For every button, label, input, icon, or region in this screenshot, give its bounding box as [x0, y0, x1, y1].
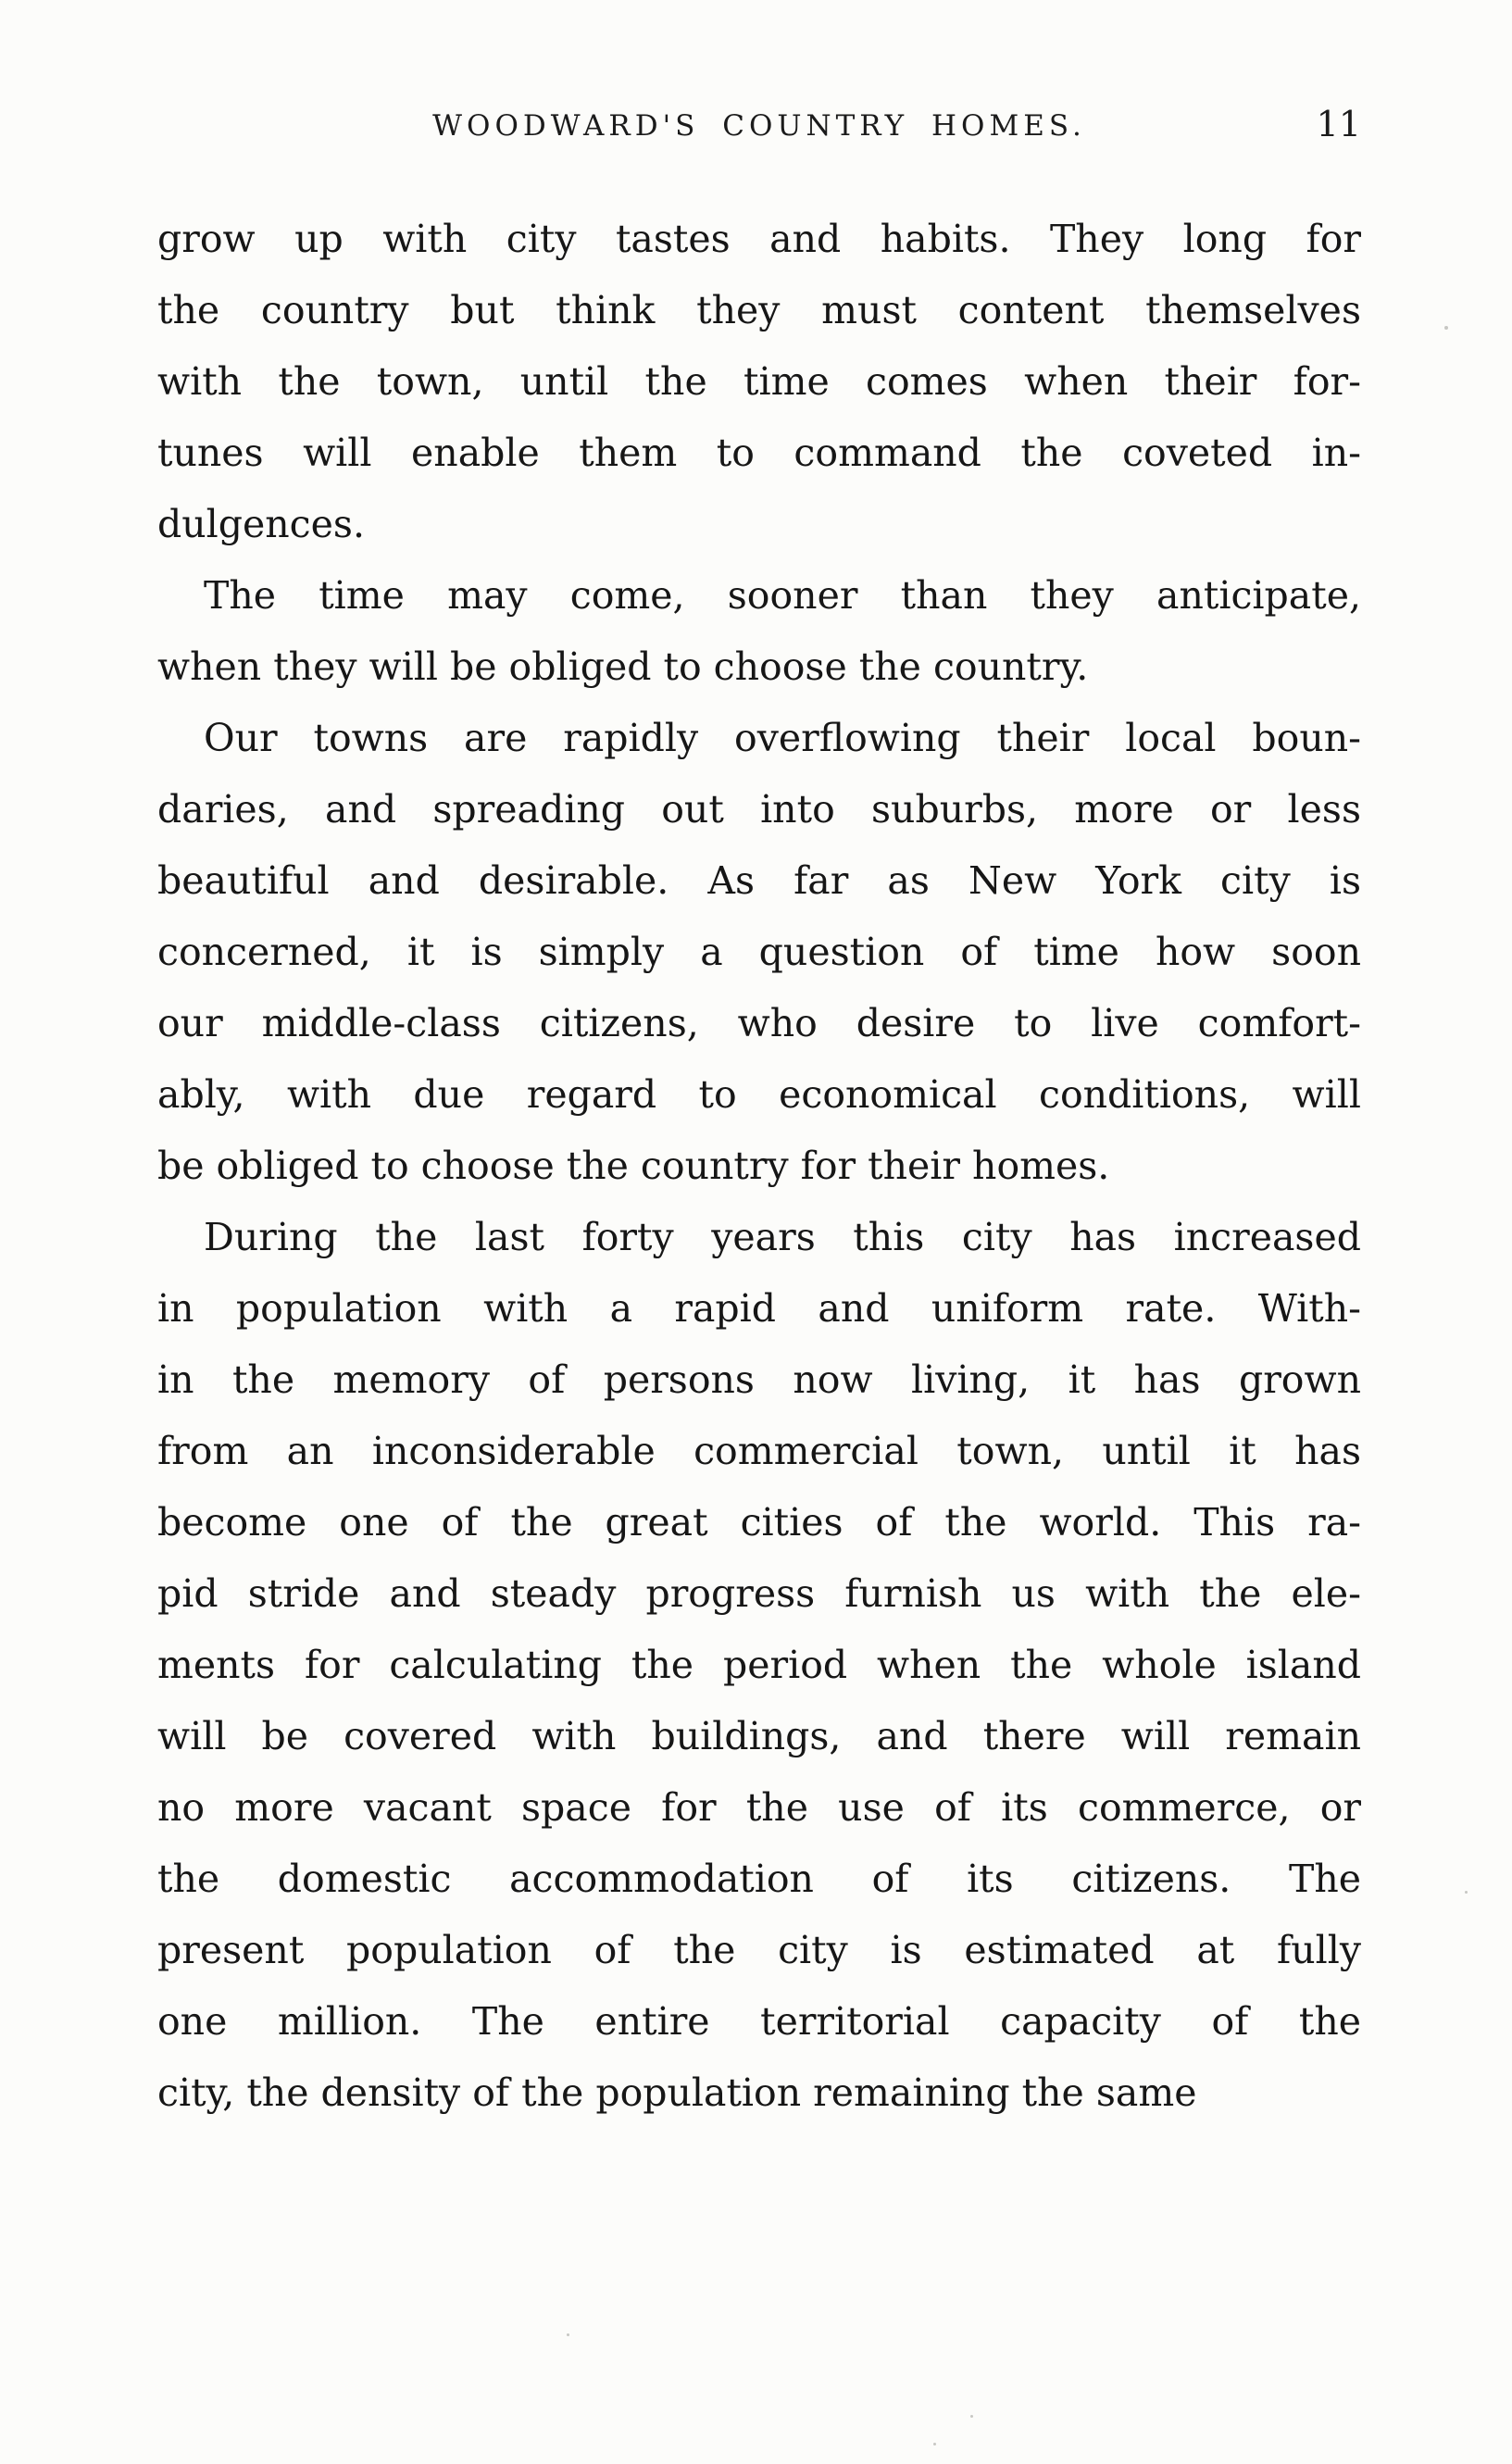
text-line: in the memory of persons now living, it has grown [157, 1357, 1361, 1402]
text-line: in population with a rapid and uniform rate. With- [157, 1286, 1361, 1331]
paragraph [157, 1202, 1361, 2129]
text-block [157, 204, 1361, 2129]
running-header [157, 0, 1361, 165]
text-line: The time may come, sooner than they anticipate, [204, 573, 1361, 618]
page-number: 11 [1316, 104, 1361, 144]
text-line: ably, with due regard to economical conditions, will [157, 1072, 1361, 1117]
text-line: Our towns are rapidly overflowing their local boun- [204, 716, 1361, 760]
paragraph [157, 204, 1361, 560]
text-line: beautiful and desirable. As far as New York city is [157, 858, 1361, 903]
text-line: city, the density of the population remaining the same [157, 2070, 1197, 2115]
text-line: the domestic accommodation of its citizens. The [157, 1857, 1361, 1901]
page-title: WOODWARD'S COUNTRY HOMES. [432, 109, 1086, 143]
text-line: present population of the city is estimated at fully [157, 1928, 1361, 1972]
text-line: concerned, it is simply a question of time how soon [157, 930, 1361, 974]
text-line: the country but think they must content themselves [157, 288, 1361, 332]
text-line: will be covered with buildings, and there will remain [157, 1714, 1361, 1758]
text-line: daries, and spreading out into suburbs, more or less [157, 787, 1361, 832]
text-line: tunes will enable them to command the coveted in- [157, 431, 1361, 475]
text-line: our middle-class citizens, who desire to live comfort- [157, 1001, 1361, 1045]
paragraph [157, 703, 1361, 1202]
scan-speck [933, 2443, 936, 2445]
text-line: pid stride and steady progress furnish us with the ele- [157, 1571, 1361, 1616]
scan-speck [1444, 326, 1448, 330]
book-page [157, 0, 1361, 2464]
text-line: become one of the great cities of the world. This ra- [157, 1500, 1361, 1545]
scan-speck [567, 2333, 569, 2336]
text-line: one million. The entire territorial capacity of the [157, 1999, 1361, 2044]
scan-speck [970, 2415, 973, 2418]
text-line: During the last forty years this city has increased [204, 1215, 1361, 1259]
text-line: from an inconsiderable commercial town, until it has [157, 1429, 1361, 1473]
text-line: with the town, until the time comes when their for- [157, 359, 1361, 404]
text-line: grow up with city tastes and habits. They long for [157, 217, 1361, 261]
text-line: ments for calculating the period when the whole island [157, 1643, 1361, 1687]
text-line: be obliged to choose the country for their homes. [157, 1144, 1110, 1188]
paragraph [157, 560, 1361, 703]
text-line: when they will be obliged to choose the country. [157, 644, 1089, 689]
text-line: dulgences. [157, 502, 365, 546]
scan-speck [1465, 1891, 1468, 1894]
text-line: no more vacant space for the use of its commerce, or [157, 1785, 1361, 1830]
